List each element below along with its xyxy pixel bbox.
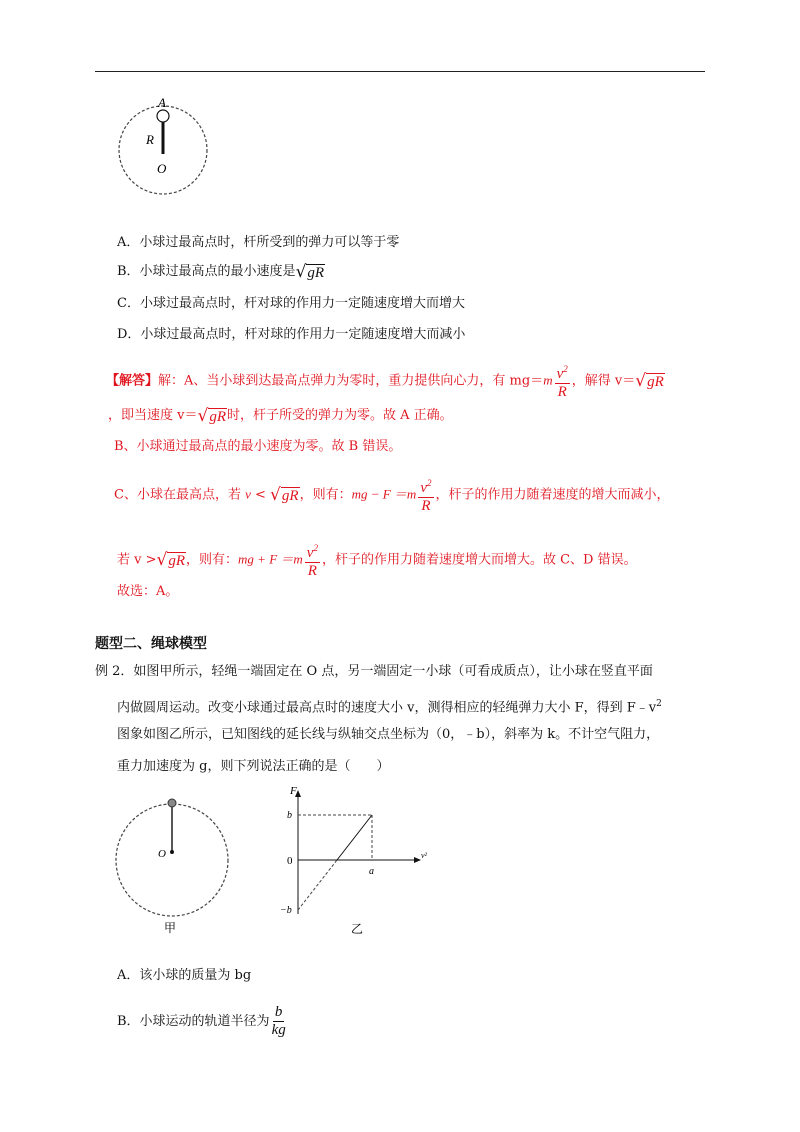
solution-line-3: B、小球通过最高点的最小速度为零。故 B 错误。 xyxy=(114,439,402,454)
yi-caption: 乙 xyxy=(351,922,364,936)
fraction-b-kg: $\frac{b}{kg}$ xyxy=(271,1004,286,1038)
header-rule xyxy=(95,71,705,72)
option1-B-text: B．小球过最高点的最小速度是 xyxy=(117,264,296,279)
option1-D: D．小球过最高点时，杆对球的作用力一定随速度增大而减小 xyxy=(117,327,466,342)
jia-label-O: O xyxy=(158,848,166,860)
solution-line-6: 故选：A。 xyxy=(117,584,179,599)
sqrt-gR: √ gR xyxy=(295,261,325,282)
rope-ball xyxy=(168,799,176,807)
yi-label-a: a xyxy=(369,866,374,877)
option2-B: B．小球运动的轨道半径为 $\frac{b}{kg}$ xyxy=(117,1004,286,1038)
graph-extension xyxy=(298,860,337,910)
rod-model-figure xyxy=(110,92,220,204)
label-O: O xyxy=(157,161,167,176)
example2-line-3: 图象如图乙所示，已知图线的延长线与纵轴交点坐标为（0，﹣b），斜率为 k。不计空气阻力， xyxy=(117,727,660,742)
option2-A: A．该小球的质量为 bg xyxy=(117,968,252,983)
rope-model-figure xyxy=(112,790,237,940)
pivot-O xyxy=(170,850,174,854)
solution-tag: 【解答】 xyxy=(106,373,159,389)
solution-line-2: ，即当速度 v＝ √ gR 时，杆子所受的弹力为零。故 A 正确。 xyxy=(108,405,453,426)
example2-line-1: 例 2．如图甲所示，轻绳一端固定在 O 点，另一端固定一小球（可看成质点），让小球在竖直平面 xyxy=(95,664,653,679)
v2-axis-arrow xyxy=(414,857,421,863)
solution-line-4: C、小球在最高点，若 v < √ gR ，则有：mg − F ＝m $\frac{v^2}{R}$ ，杆子的作用力随着速度的增大而减小， xyxy=(114,475,670,515)
jia-caption: 甲 xyxy=(164,921,177,935)
section-title: 题型二、绳球模型 xyxy=(95,636,207,652)
label-A: A xyxy=(158,95,166,110)
yi-label-negb: −b xyxy=(280,905,292,916)
yi-label-b: b xyxy=(287,810,292,821)
solution-line-1: 【解答】解：A、当小球到达最高点弹力为零时，重力提供向心力，有 mg＝m $\frac{v^2}{R}$ ，解得 v＝ √ gR xyxy=(106,361,665,401)
fraction-v2-R: $\frac{v^2}{R}$ xyxy=(555,361,570,401)
f-v2-graph xyxy=(275,782,435,942)
example2-line-4: 重力加速度为 g，则下列说法正确的是（ ） xyxy=(117,759,390,774)
option1-B xyxy=(117,262,325,282)
example2-line-2: 内做圆周运动。改变小球通过最高点时的速度大小 v，测得相应的轻绳弹力大小 F，得到 $F﹣v^2$ xyxy=(117,699,662,716)
rod-ball xyxy=(157,110,169,122)
solution-line-5: 若 v > √ gR ，则有：mg + F ＝m $\frac{v^2}{R}$ ，杆子的作用力随着速度增大而增大。故 C、D 错误。 xyxy=(117,540,637,580)
graph-line xyxy=(337,815,372,860)
label-R: R xyxy=(146,132,154,147)
yi-label-v2: v² xyxy=(421,851,427,860)
option1-C: C．小球过最高点时，杆对球的作用力一定随速度增大而增大 xyxy=(117,296,465,311)
yi-label-zero: 0 xyxy=(287,855,293,867)
yi-label-F: F xyxy=(290,785,297,797)
option1-A: A．小球过最高点时，杆所受到的弹力可以等于零 xyxy=(117,235,400,250)
